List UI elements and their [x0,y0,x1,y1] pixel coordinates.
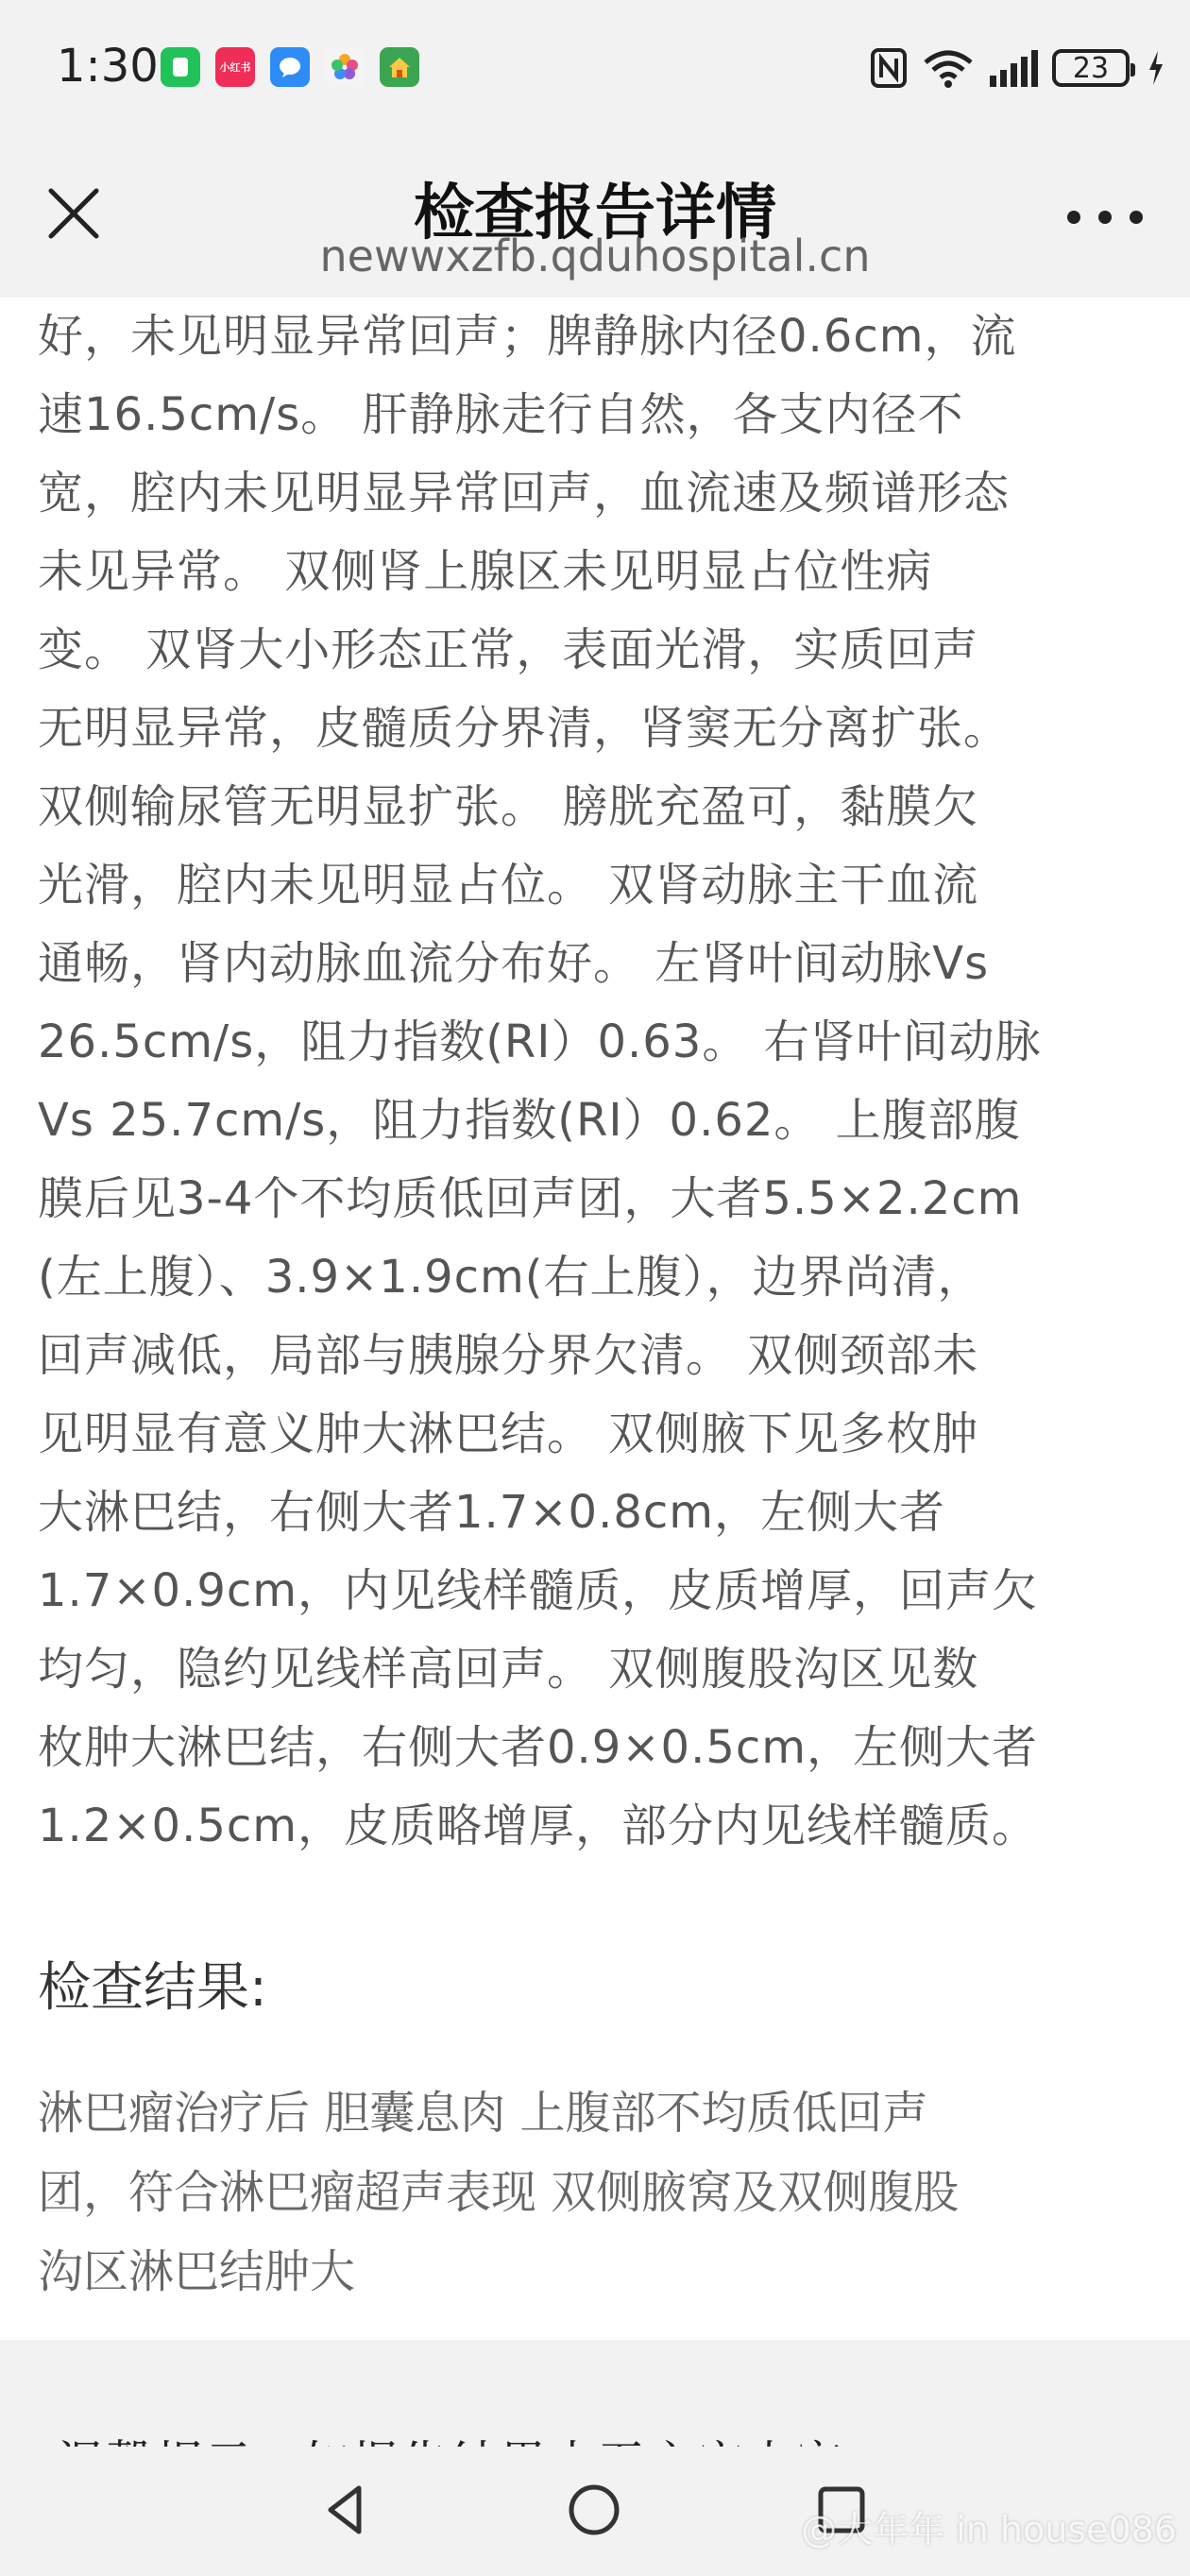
system-nav-bar [0,2447,1190,2569]
more-dot-icon [1130,211,1143,224]
page-title: 检查报告详情 [414,179,776,248]
result-heading: 检查结果: [38,1957,267,2019]
signal-icon [988,47,1039,89]
wechat-app-icon [161,47,200,87]
watermark: @大年年 in house086 [801,2509,1177,2550]
home-app-icon [380,47,419,87]
result-text: 淋巴瘤治疗后 胆囊息肉 上腹部不均质低回声 团，符合淋巴瘤超声表现 双侧腋窝及双侧腹股 沟区淋巴结肿大 [38,2087,960,2298]
status-indicators [856,42,1165,94]
xiaohongshu-app-icon [215,47,255,87]
more-dot-icon [1067,211,1080,224]
xiaohongshu-icon-label: 小红书 [219,61,251,74]
home-circle-icon [561,2477,627,2543]
status-bar [0,0,1190,142]
charging-icon [1147,49,1165,87]
wifi-icon [922,47,975,89]
back-button[interactable] [312,2477,378,2543]
page-url: newwxzfb.qduhospital.cn [319,230,871,281]
messages-app-icon [270,47,310,87]
nfc-icon [869,46,909,90]
battery-level: 23 [1072,51,1110,85]
more-dot-icon [1098,211,1112,224]
more-options-button[interactable] [1067,198,1143,236]
back-triangle-icon [312,2477,378,2543]
report-content[interactable] [0,298,1190,2338]
report-findings-text: 好，未见明显异常回声；脾静脉内径0.6cm，流 速16.5cm/s。 肝静脉走行自然，各支内径不 宽，腔内未见明显异常回声，血流速及频谱形态 未见异常。 双侧肾上腺区未见明显占位性病 变。 双肾大小形态正常，表面光滑，实质回声 无明显异常，皮髓质分界清，肾窦无分离扩张。 双侧输尿管无明显扩张。 膀胱充盈可，黏膜欠 光滑，腔内未见明显占位。 双肾动脉主干血流 通畅，肾内动脉血流分布好。 左肾叶间动脉Vs 26.5cm/s，阻力指数(RI）0.63。 右肾叶间动脉 Vs 25.7cm/s，阻力指数(RI）0.62。 上腹部腹 膜后见3-4个不均质低回声团，大者5.5×2.2cm (左上腹）、3.9×1.9cm(右上腹），边界尚清， 回声减低，局部与胰腺分界欠清。 双侧颈部未 见明显有意义肿大淋巴结。 双侧腋下见多枚肿 大淋巴结，右侧大者1.7×0.8cm，左侧大者 1.7×0.9cm，内见线样髓质，皮质增厚，回声欠 均匀，隐约见线样高回声。 双侧腹股沟区见数 枚肿大淋巴结，右侧大者0.9×0.5cm，左侧大者 1.2×0.5cm，皮质略增厚，部分内见线样髓质。 [38,310,1042,1852]
photos-app-icon [325,47,365,87]
battery-icon [1052,49,1130,87]
home-button[interactable] [561,2477,627,2543]
page-header [0,142,1190,298]
status-time: 1:30 [57,40,159,93]
